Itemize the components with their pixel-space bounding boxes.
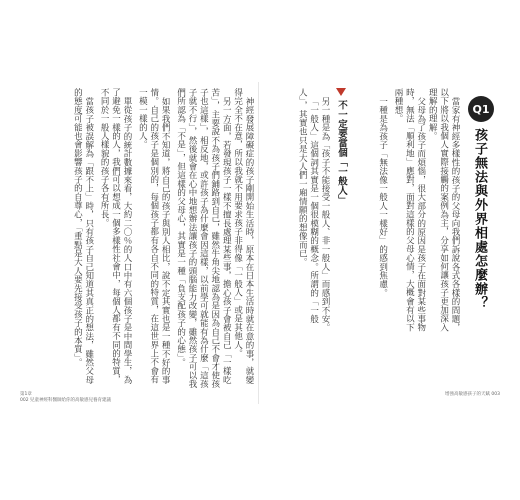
triangle-marker-icon bbox=[336, 88, 346, 96]
paragraph: 單從孩子的統計數據來看，大約二〇％的人口中有六個孩子是中間學生，為了避免一樣的人，我們可以想成一個多樣性社會中，每個人都有不同的特質，不同於一般人樣貌的孩子各有所長。 bbox=[99, 88, 132, 384]
paragraph: 當孩子被誤解為「跟不上」時，只有孩子自己知道其真正的想法，雖然父母的態度可能也會影響孩子的自尊心，「重點是大人要先接受孩子的本質」。 bbox=[72, 88, 94, 384]
paragraph: 一種是為孩子「無法像一般人一樣好」的感到焦慮。 bbox=[377, 96, 388, 297]
book-gutter bbox=[258, 82, 259, 404]
right-page-body-section bbox=[282, 88, 330, 338]
paragraph: 「一般人」這個詞其實是一個很模糊的概念。所謂的「一般人」，其實也只是大人們一廂情願的想像而已。 bbox=[297, 88, 319, 323]
footer-right: 增強高敏感孩子的天賦 003 bbox=[444, 392, 500, 397]
paragraph: 神經發展障礙症的孩子剛開始生活時，原本在日本生活時就在意的事，就變得完全不在意，所以我就不用要求孩子非得像「一般人」或是其他人。 bbox=[232, 88, 254, 384]
subheading-text: 不一定要當個「一般人」 bbox=[336, 100, 347, 205]
right-page bbox=[262, 82, 502, 404]
q1-badge: Q1 bbox=[468, 96, 494, 122]
paragraph: 另一方面，若發現孩子一樣不擅長處理某些事，擔心孩子會被自己「一樣吃苦」，主要說不為孩子們鋪路到自己，雖然牛角尖地認為是因為自己不會才使孩子也這樣」，相反地，或許孩子為什麼會因這樣，以前學可就能有為什麼「這孩子就不行」，然後就會在心中地想辦法讓孩子的頭腦能力改變，雖然孩子可以我們所認為「不是」，但這樣的父母心，其實是一種「負支配孩子的心態」。 bbox=[175, 88, 232, 389]
paragraph: 另一種是為「孩子不能接受一般人、非一般人」而感到不安。 bbox=[320, 96, 330, 332]
footer-left: 第1章 002 兒童神經科醫師給你的高敏感兒養育建議 bbox=[20, 392, 112, 403]
paragraph: 當家有神經多樣性的孩子的父母向我們訴說各式各樣的問題，以下將以我個人實際接觸的案例為主，分享如何讓孩子更加深入理解的理解。 bbox=[427, 88, 460, 332]
paragraph: 如果我們不知道，將自己的孩子與別人相比，說不定其實也是一種不好的事情。自己的孩子是個別的，每個孩子都有各自不同的特質，在這世界上不會有一模一樣的人。 bbox=[137, 88, 171, 384]
left-page-body bbox=[28, 88, 254, 392]
right-page-body-intro bbox=[354, 88, 460, 338]
question-title: 孩子無法與外界相處怎麼辦？ bbox=[472, 128, 487, 310]
left-page bbox=[16, 82, 256, 404]
paragraph: 父母為了孩子而煩惱，很大部分的原因是孩子在面對某些事物時，無法「順利地」應對，面對這樣的父母心情，大概會有以下兩種想。 bbox=[392, 88, 426, 332]
section-subheading bbox=[334, 88, 348, 205]
